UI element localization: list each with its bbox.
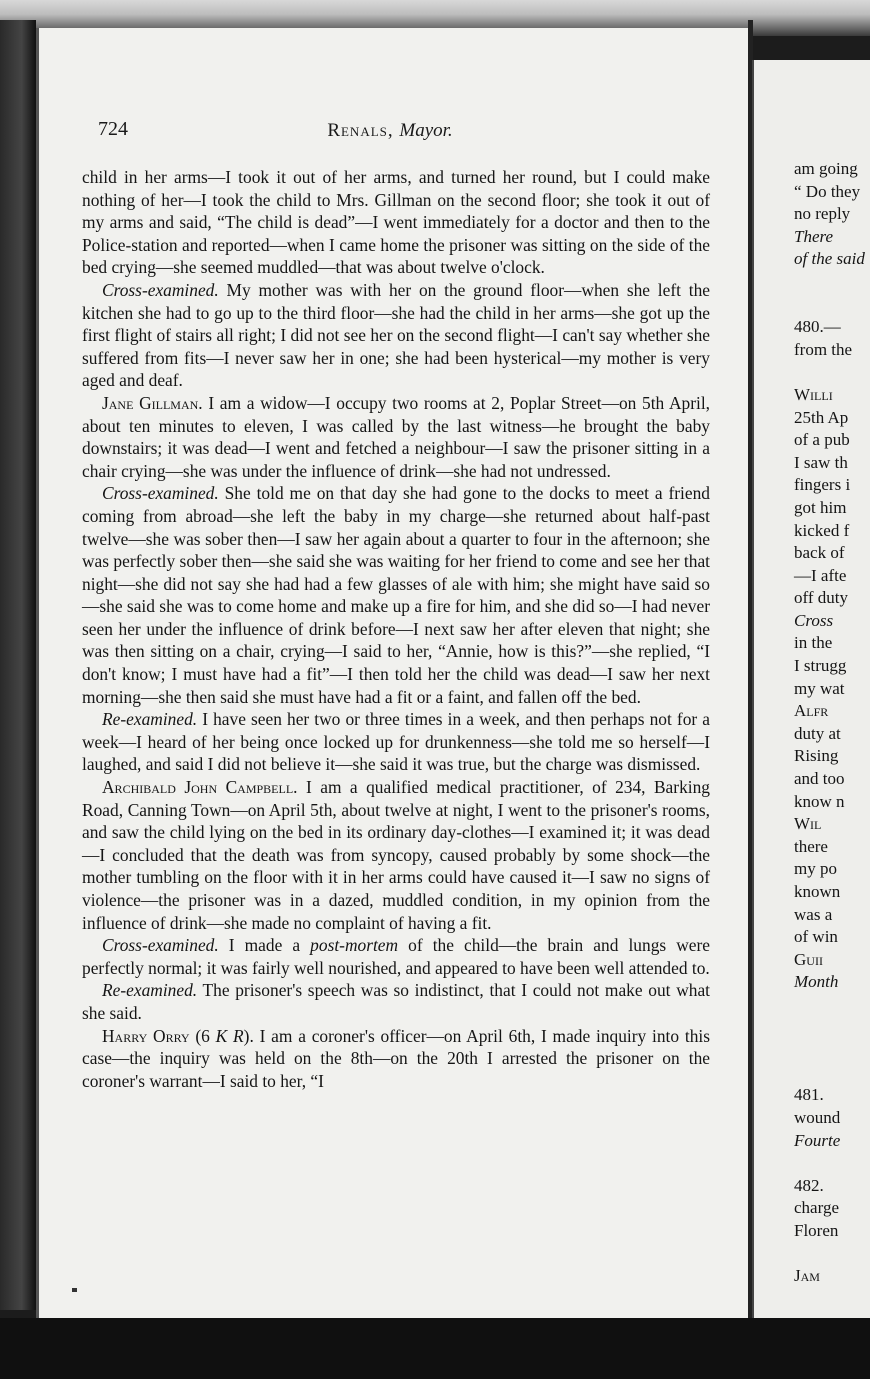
right-page-line: Rising — [794, 746, 839, 766]
right-page-line: fingers i — [794, 475, 851, 495]
right-page-line — [794, 271, 870, 294]
label: Re-examined. — [102, 980, 198, 1001]
italic: post-mortem — [310, 935, 399, 956]
right-page-line: Cross — [794, 610, 834, 630]
right-page-line: in the — [794, 633, 833, 653]
text: I am a widow—I occupy two rooms at 2, Poplar Street—on 5th April, about ten minutes to eleven, I was called by the last witness—he brought the baby downstairs; it was dead—I went and fetched a neighbour—I saw the prisoner sitting in a chair crying—she was under the influence of drink—she had not undressed. — [82, 392, 711, 481]
right-page-line: got him — [794, 497, 847, 517]
right-page-line: Willi — [794, 384, 833, 404]
text: She told me on that day she had gone to the docks to meet a friend coming from abroad—she left the baby in my charge—she returned about half-past twelve—she was sober then—I saw her again about a quarter to four in the afternoon; she was perfectly sober then—she said she was waiting for her friend to come and see her that night—she did not say she had had a few glasses of ale with him; she might have said so—she said she was to come home and make up a fire for him, and she did so—I had never seen her under the influence of drink before—I next saw her after eleven that night; she was then sitting on a chair, crying—I said to her, “Annie, how is this?”—she replied, “I don't know; I must have had a fit”—I then told her the child was dead—I saw her next morning—she then said she must have had a fit or a faint, and fallen off the bed. — [82, 483, 710, 707]
right-page-line: there — [794, 836, 828, 856]
right-page-line: I strugg — [794, 656, 847, 676]
text: I have seen her two or three times in a week, and then perhaps not for a week—I heard of her being once locked up for drunkenness—she told me so herself—I laughed, and said I did not believe it—she said it was true, but the charge was dismissed. — [82, 709, 710, 775]
book-spine — [0, 20, 36, 1310]
paragraph — [82, 482, 710, 708]
right-page-line: —I afte — [794, 565, 847, 585]
label: Re-examined. — [102, 709, 198, 730]
label-plain: (6 — [189, 1025, 216, 1046]
right-page-line: wound — [794, 1107, 841, 1127]
right-page-line: 482. — [794, 1175, 824, 1195]
right-page-column — [794, 158, 870, 1288]
label: Cross-examined. — [102, 935, 219, 956]
paragraph — [82, 279, 710, 392]
right-page-line — [794, 361, 870, 384]
right-page-line: Month — [794, 972, 839, 992]
label-sc: Jane Gillman. — [102, 392, 203, 413]
right-page-line — [794, 1039, 870, 1062]
label-it: K R — [215, 1025, 244, 1046]
right-page-line: and too — [794, 769, 845, 789]
ink-speck — [72, 1288, 77, 1292]
right-page-line: my wat — [794, 678, 845, 698]
right-page — [752, 60, 870, 1330]
text: I am a coroner's officer—on April 6th, I made inquiry into this case—the inquiry was held on the 8th—on the 20th I arrested the prisoner on the coroner's warrant—I said to her, “I — [82, 1025, 710, 1091]
right-page-line: “ Do they — [794, 181, 861, 201]
right-page-line — [794, 1152, 870, 1175]
right-page-line — [794, 1243, 870, 1266]
right-page-line: know n — [794, 791, 845, 811]
right-page-line: Fourte — [794, 1130, 841, 1150]
right-page-line: my po — [794, 859, 837, 879]
right-page-line — [794, 1017, 870, 1040]
right-page-line — [794, 994, 870, 1017]
right-page-line: Guii — [794, 949, 823, 969]
right-page-line: from the — [794, 339, 853, 359]
paragraph — [82, 1025, 710, 1093]
right-page-line: Alfr — [794, 701, 829, 721]
right-page-line: 481. — [794, 1085, 824, 1105]
label-end: ). — [243, 1025, 254, 1046]
right-page-line: Floren — [794, 1220, 839, 1240]
running-head-title: Mayor. — [399, 120, 453, 141]
running-head — [60, 120, 720, 142]
paragraph — [82, 934, 710, 979]
right-page-line: of win — [794, 927, 838, 947]
right-page-line: no reply — [794, 204, 851, 224]
right-page-line: I saw th — [794, 452, 848, 472]
text: I made a — [218, 935, 311, 956]
right-page-line: was a — [794, 904, 833, 924]
paragraph — [82, 708, 710, 776]
right-page-line: of the said — [794, 249, 865, 269]
text: child in her arms—I took it out of her arms, and turned her round, but I could make nothing of her—I took the child to Mrs. Gillman on the second floor; she took it out of my arms and said, “The child is dead”—I went immediately for a doctor and then to the Police-station and reported—when I came home the prisoner was sitting on the side of the bed crying—she seemed muddled—that was about twelve o'clock. — [82, 167, 710, 278]
right-page-line: charge — [794, 1198, 839, 1218]
right-page-line — [794, 1062, 870, 1085]
label-sc: Archibald John Campbell. — [102, 777, 298, 798]
right-page-line: am going — [794, 159, 858, 178]
right-page-line: kicked f — [794, 520, 850, 540]
label-sc: Harry Orry — [102, 1025, 190, 1046]
page-header — [60, 118, 720, 148]
text: My mother was with her on the ground floor—when she left the kitchen she had to go up to the third floor—she had the child in her arms—she got up the first flight of stairs all right; I did not see her on the second flight—I can't say whether she suffered from fits—I never saw her in one; she had been hysterical—my mother is very aged and deaf. — [82, 279, 710, 391]
page-body — [82, 166, 710, 1092]
scan-bottom-edge — [0, 1318, 870, 1379]
page-number: 724 — [98, 118, 128, 140]
right-page-line: known — [794, 882, 841, 901]
label: Cross-examined. — [102, 279, 219, 300]
label: Cross-examined. — [102, 483, 219, 504]
right-page-line — [794, 294, 870, 317]
paragraph — [82, 392, 710, 482]
right-page-line: of a pub — [794, 430, 850, 450]
text: I am a qualified medical practitioner, of 234, Barking Road, Canning Town—on April 5th, about twelve at night, I went to the prisoner's rooms, and saw the child lying on the bed in its ordinary day-clothes—I examined it; it was dead—I concluded that the death was from syncopy, caused probably by some shock—the mother tumbling on the floor with it in her arms could have caused it—I saw no signs of violence—the prisoner was in a dazed, muddled condition, in my opinion from the influence of drink—she made no complaint of having a fit. — [82, 777, 710, 933]
right-page-line: off duty — [794, 588, 848, 608]
right-page-line: 25th Ap — [794, 407, 849, 427]
right-page-line: There — [794, 226, 834, 246]
running-head-name: Renals, — [327, 120, 394, 141]
right-page-line: Wil — [794, 814, 822, 834]
text: The prisoner's speech was so indistinct, that I could not make out what she said. — [82, 980, 710, 1023]
right-page-line: duty at — [794, 723, 841, 743]
paragraph — [82, 979, 710, 1024]
right-page-line: 480.— — [794, 317, 841, 337]
text2: of the child—the brain and lungs were perfectly normal; it was fairly well nourished, and appeared to have been well attended to. — [82, 935, 711, 978]
paragraph — [82, 166, 710, 279]
paragraph — [82, 776, 710, 934]
right-page-line: back of — [794, 543, 845, 563]
right-page-line: Jam — [794, 1266, 820, 1286]
